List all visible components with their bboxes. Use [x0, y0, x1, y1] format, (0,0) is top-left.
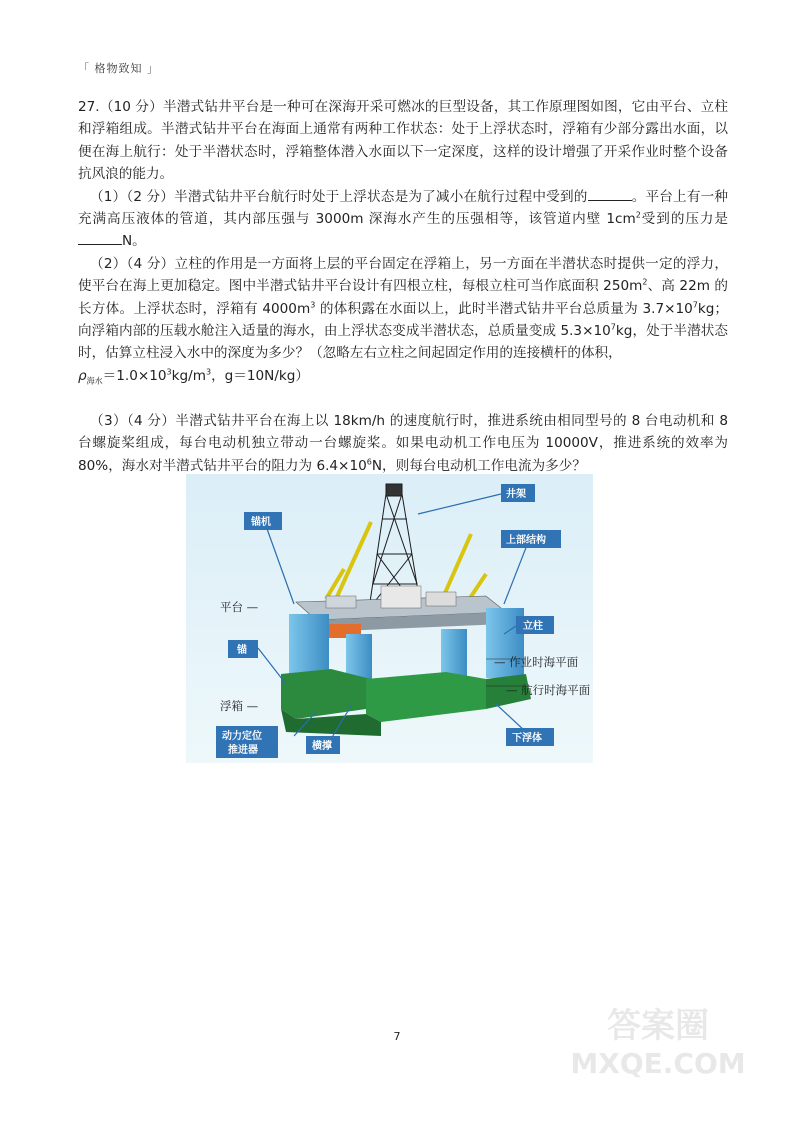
answer-blank[interactable] [78, 230, 122, 245]
svg-text:推进器: 推进器 [228, 745, 258, 756]
label-sail-sea: — 航行时海平面 [506, 683, 591, 697]
svg-text:横撑: 横撑 [312, 741, 332, 752]
part-2: （2）（4 分）立柱的作用是一方面将上层的平台固定在浮箱上，另一方面在半潜状态时提供一定的浮力，使平台在海上更加稳定。图中半潜式钻井平台设计有四根立柱，每根立柱可当作底面积 $250m^2$、高 22m 的长方体。上浮状态时，浮箱有 $4000m^3$ 的体积露在水面以上，此时半潜式钻井平台总质量为 $3.7\times 10^7kg$；向浮箱内部的压载水舱注入适量的海水，由上浮状态变成半潜状态，总质量变成 $5.3\times 10^7kg$，处于半潜状态时，估算立柱浸入水中的深度为多少？（忽略左右立柱之间起固定作用的连接横杆的体积， $\rho_{海水}=1.0\times 10^3kg/m^3$，g＝10N/kg） [78, 255, 728, 386]
label-pontoon: 浮箱 — [220, 699, 259, 713]
svg-text:井架: 井架 [506, 489, 526, 500]
svg-text:MXQE.COM: MXQE.COM [570, 1047, 746, 1080]
part-1: （1）（2 分）半潜式钻井平台航行时处于上浮状态是为了减小在航行过程中受到的 。平台上有一种充满高压液体的管道，其内部压强与 3000m 深海水产生的压强相等，该管道内壁 $1cm^2$受到的压力是N。 [78, 186, 728, 253]
label-anchor-machine [244, 512, 282, 530]
svg-text:立柱: 立柱 [523, 621, 543, 632]
svg-text:锚: 锚 [237, 645, 247, 656]
svg-text:动力定位: 动力定位 [222, 731, 262, 742]
label-thruster [216, 726, 278, 758]
label-lower [506, 728, 554, 746]
label-work-sea: — 作业时海平面 [494, 655, 579, 669]
svg-text:答案圈: 答案圈 [607, 1006, 709, 1046]
answer-blank[interactable] [588, 186, 632, 201]
label-column [516, 616, 554, 634]
part-3: （3）（4 分）半潜式钻井平台在海上以 18km/h 的速度航行时，推进系统由相同型号的 8 台电动机和 8 台螺旋桨组成，每台电动机独立带动一台螺旋桨。如果电动机工作电压为 10000V，推进系统的效率为 80%，海水对半潜式钻井平台的阻力为 $6.4\times 10^6N$，则每台电动机工作电流为多少？ [78, 413, 728, 474]
page-header: 「 格物致知 」 [78, 62, 159, 75]
platform-diagram [186, 474, 593, 763]
label-upper [501, 530, 561, 548]
label-anchor [228, 640, 258, 658]
svg-text:锚机: 锚机 [251, 517, 271, 528]
label-derrick [501, 484, 535, 502]
label-brace [306, 736, 340, 754]
page-number: 7 [393, 1030, 401, 1043]
watermark [568, 1001, 748, 1081]
svg-text:下浮体: 下浮体 [512, 733, 542, 744]
svg-text:上部结构: 上部结构 [506, 535, 546, 546]
question-intro: 27.（10 分）半潜式钻井平台是一种可在深海开采可燃冰的巨型设备，其工作原理图如图，它由平台、立柱和浮箱组成。半潜式钻井平台在海面上通常有两种工作状态：处于上浮状态时，浮箱有少部分露出水面，以便在海上航行：处于半潜状态时，浮箱整体潜入水面以下一定深度，这样的设计增强了开采作业时整个设备抗风浪的能力。 [78, 99, 728, 183]
question-27 [78, 96, 728, 387]
label-platform: 平台 — [220, 600, 259, 614]
